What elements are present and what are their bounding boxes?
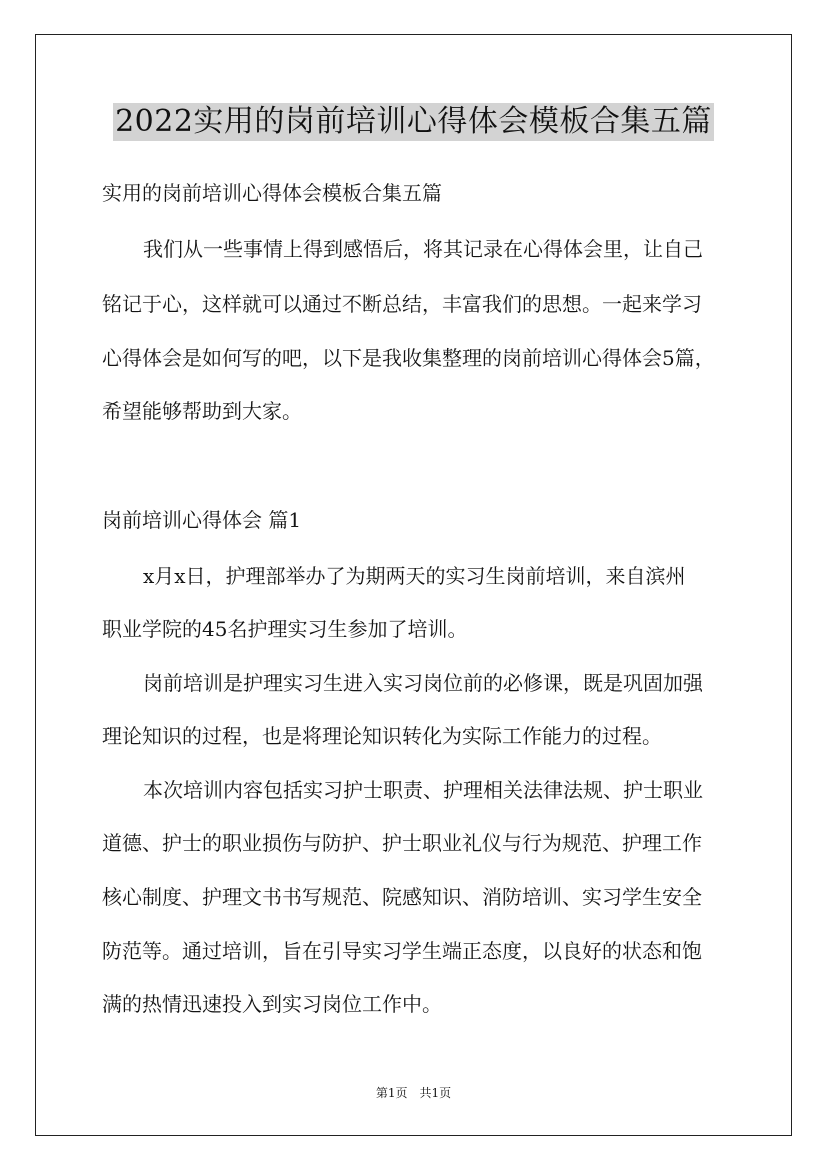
para3-line-4: 防范等。通过培训，旨在引导实习学生端正态度，以良好的状态和饱: [102, 939, 702, 963]
intro-line-4: 希望能够帮助到大家。: [102, 399, 302, 423]
intro-line-3: 心得体会是如何写的吧，以下是我收集整理的岗前培训心得体会5篇，: [102, 346, 715, 370]
para3-line-3: 核心制度、护理文书书写规范、院感知识、消防培训、实习学生安全: [102, 885, 702, 909]
title-container: [0, 103, 827, 141]
para2-line-2: 理论知识的过程，也是将理论知识转化为实际工作能力的过程。: [102, 724, 662, 748]
document-title: 2022实用的岗前培训心得体会模板合集五篇: [115, 104, 712, 139]
para3-line-1: 本次培训内容包括实习护士职责、护理相关法律法规、护士职业: [143, 778, 703, 802]
para3-line-2: 道德、护士的职业损伤与防护、护士职业礼仪与行为规范、护理工作: [102, 831, 702, 855]
para3-line-5: 满的热情迅速投入到实习岗位工作中。: [102, 992, 442, 1016]
document-subtitle: 实用的岗前培训心得体会模板合集五篇: [102, 181, 442, 205]
para1-line-1: x月x日，护理部举办了为期两天的实习生岗前培训，来自滨州: [143, 564, 686, 588]
para2-line-1: 岗前培训是护理实习生进入实习岗位前的必修课，既是巩固加强: [143, 671, 703, 695]
para1-line-2: 职业学院的45名护理实习生参加了培训。: [102, 617, 468, 641]
page-footer: 第1页 共1页: [375, 1086, 452, 1100]
intro-line-1: 我们从一些事情上得到感悟后，将其记录在心得体会里，让自己: [143, 237, 703, 261]
intro-line-2: 铭记于心，这样就可以通过不断总结，丰富我们的思想。一起来学习: [102, 292, 702, 316]
section-heading: 岗前培训心得体会 篇1: [102, 508, 302, 532]
